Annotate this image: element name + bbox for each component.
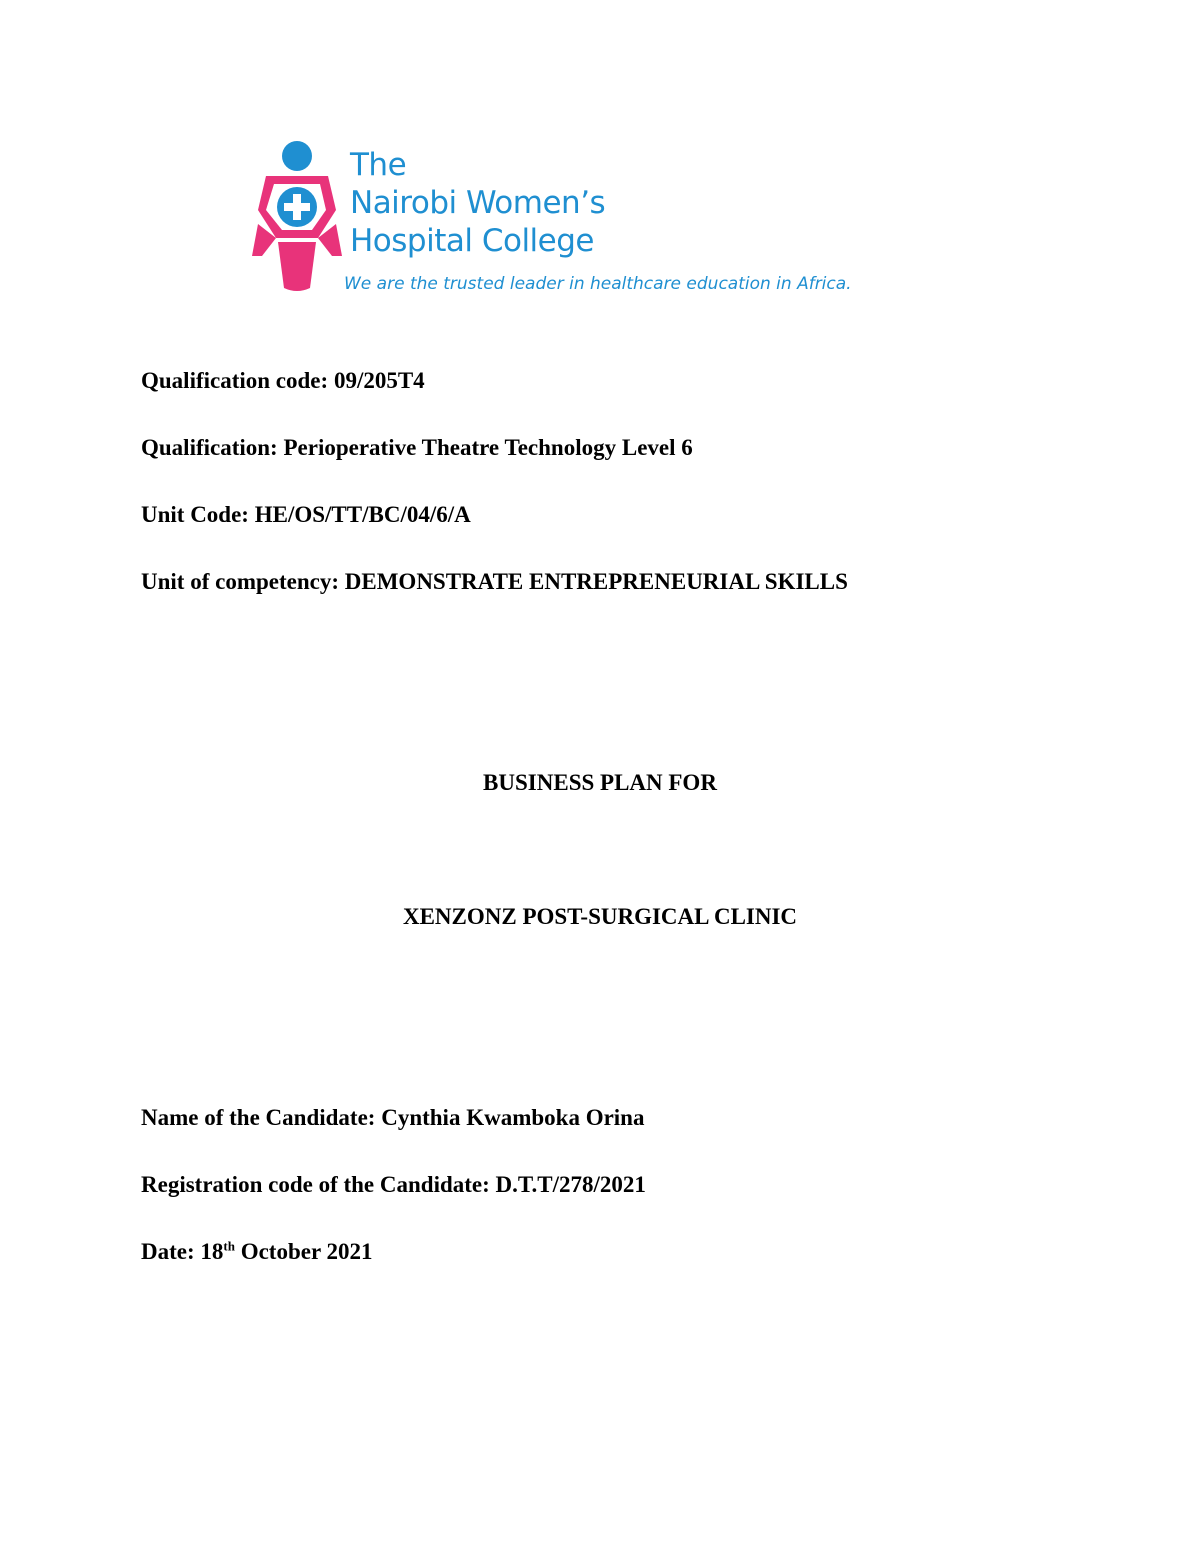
title-business-plan-for: BUSINESS PLAN FOR xyxy=(483,770,717,795)
qualification-line xyxy=(141,436,693,459)
qualification-code-label: Qualification code: xyxy=(141,368,329,393)
qualification-code-value: 09/205T4 xyxy=(333,368,425,393)
registration-code-value: D.T.T/278/2021 xyxy=(495,1172,646,1197)
qualification-value: Perioperative Theatre Technology Level 6 xyxy=(283,435,693,460)
unit-of-competency-line xyxy=(141,570,848,593)
logo-tagline: We are the trusted leader in healthcare education in Africa. xyxy=(344,274,852,294)
candidate-name-value: Cynthia Kwamboka Orina xyxy=(381,1105,645,1130)
logo-text-the: The xyxy=(350,147,407,183)
logo-text-nairobi-womens: Nairobi Women’s xyxy=(350,185,606,221)
unit-code-line xyxy=(141,503,471,526)
unit-of-competency-value: DEMONSTRATE ENTREPRENEURIAL SKILLS xyxy=(344,569,848,594)
date-day: 18 xyxy=(200,1239,224,1264)
date-month-year: October 2021 xyxy=(240,1239,373,1264)
logo-text-hospital-college: Hospital College xyxy=(350,223,594,259)
college-logo xyxy=(252,138,932,298)
date-day-suffix: th xyxy=(223,1238,235,1254)
title-clinic-name: XENZONZ POST-SURGICAL CLINIC xyxy=(402,904,798,929)
candidate-name-label: Name of the Candidate: xyxy=(141,1105,376,1130)
date-label: Date: xyxy=(141,1239,195,1264)
unit-code-label: Unit Code: xyxy=(141,502,249,527)
registration-code-label: Registration code of the Candidate: xyxy=(141,1172,490,1197)
qualification-code-line xyxy=(141,369,425,392)
nurse-cross-logo-icon xyxy=(252,138,344,296)
date-line xyxy=(141,1240,373,1263)
registration-code-line xyxy=(141,1173,646,1196)
unit-of-competency-label: Unit of competency: xyxy=(141,569,340,594)
qualification-label: Qualification: xyxy=(141,435,278,460)
candidate-name-line xyxy=(141,1106,644,1129)
unit-code-value: HE/OS/TT/BC/04/6/A xyxy=(254,502,471,527)
